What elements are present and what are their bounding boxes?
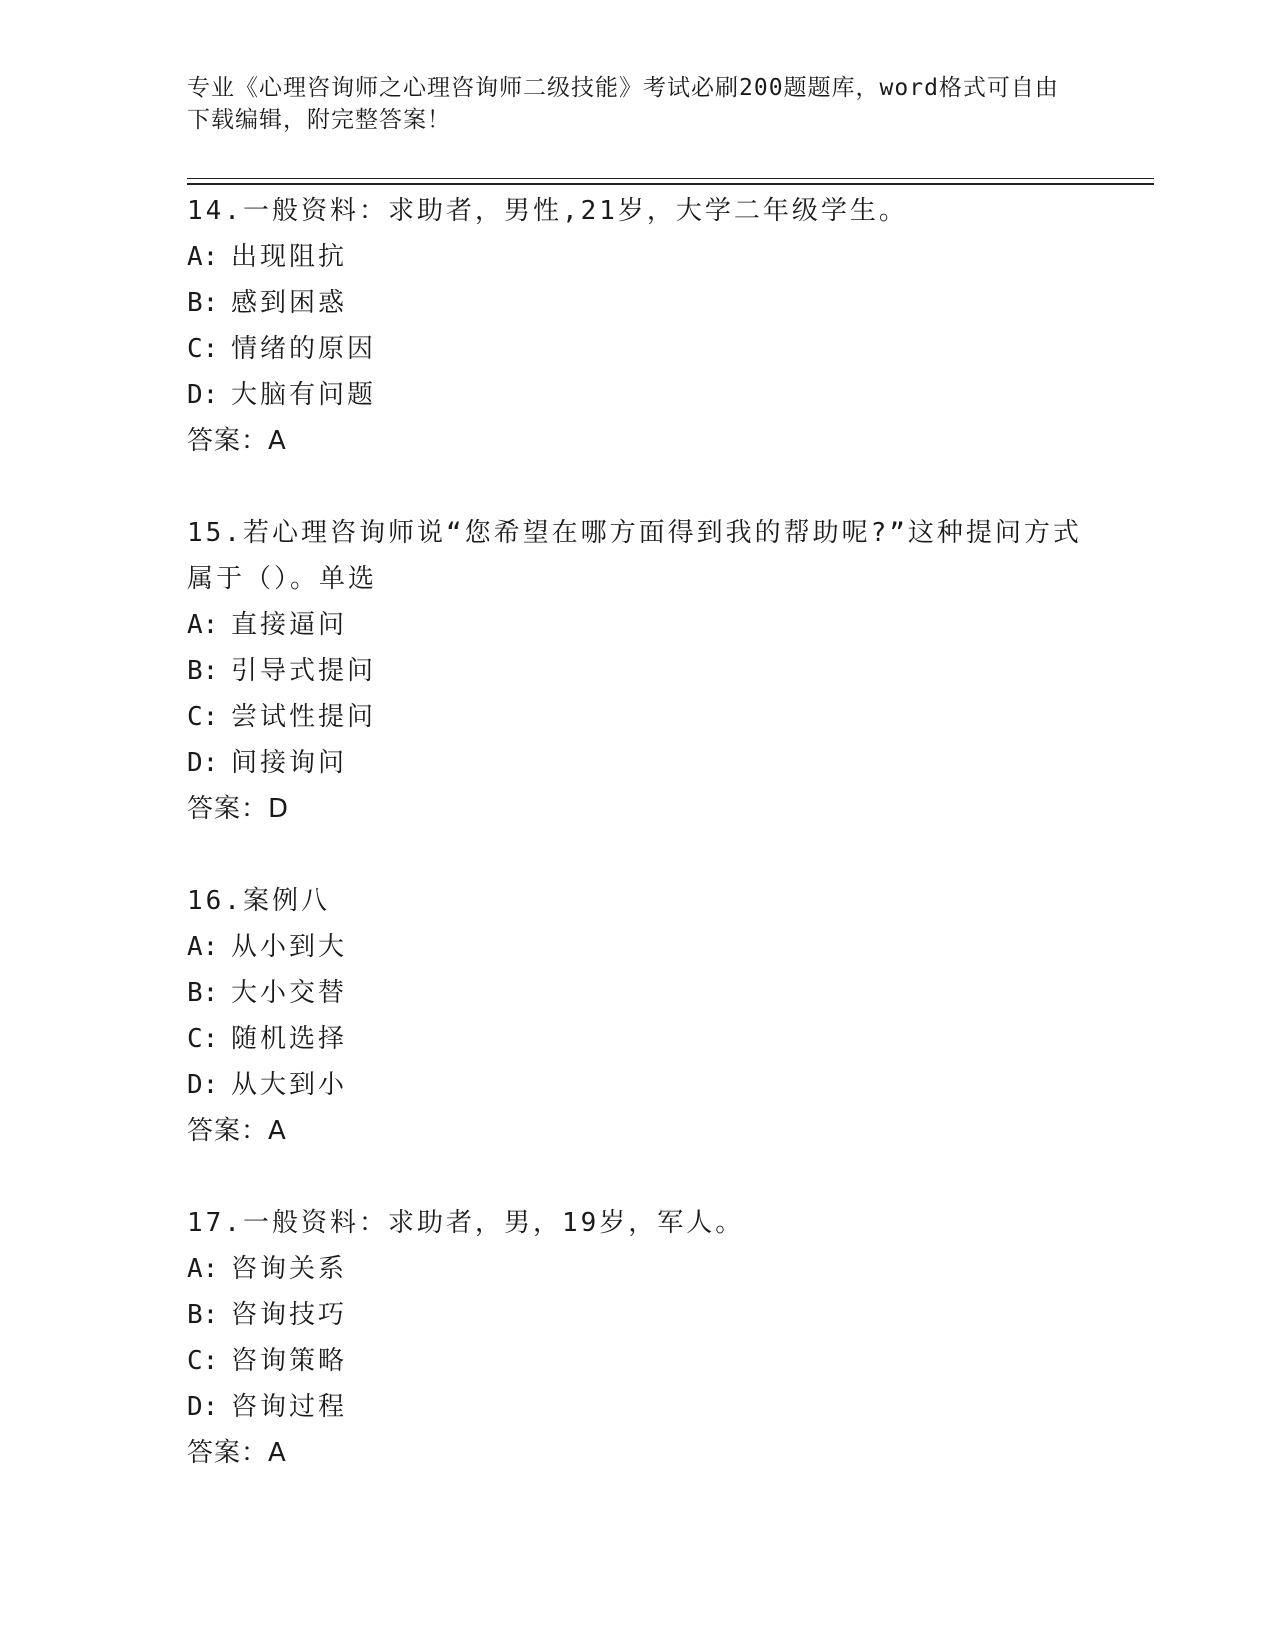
option-d: [187, 740, 1087, 786]
header-divider-bottom: [187, 183, 1154, 185]
option-a: [187, 234, 1087, 280]
option-letter: B:: [187, 288, 219, 318]
option-b: [187, 280, 1087, 326]
answer-line: 答案：A: [187, 1438, 287, 1468]
option-letter: D:: [187, 748, 219, 778]
option-letter: C:: [187, 334, 219, 364]
option-text: 感到困惑: [231, 288, 348, 318]
option-b: [187, 1292, 1087, 1338]
option-letter: C:: [187, 702, 219, 732]
option-letter: A:: [187, 610, 219, 640]
question-stem: 17.一般资料：求助者，男，19岁，军人。: [187, 1208, 745, 1238]
option-text: 间接询问: [231, 748, 348, 778]
document-header: [187, 72, 1067, 136]
option-text: 从小到大: [231, 932, 348, 962]
option-letter: C:: [187, 1346, 219, 1376]
answer-line: 答案：D: [187, 794, 290, 824]
question-15: [187, 510, 1087, 832]
option-letter: B:: [187, 656, 219, 686]
option-letter: C:: [187, 1024, 219, 1054]
option-text: 直接逼问: [231, 610, 348, 640]
question-14: [187, 188, 1087, 464]
option-b: [187, 970, 1087, 1016]
option-letter: D:: [187, 380, 219, 410]
option-text: 随机选择: [231, 1024, 348, 1054]
option-c: [187, 1338, 1087, 1384]
option-c: [187, 694, 1087, 740]
answer-line: 答案：A: [187, 1116, 287, 1146]
option-text: 咨询技巧: [231, 1300, 348, 1330]
option-text: 咨询关系: [231, 1254, 348, 1284]
option-letter: D:: [187, 1070, 219, 1100]
option-text: 情绪的原因: [231, 334, 377, 364]
header-divider-top: [187, 178, 1154, 179]
option-c: [187, 1016, 1087, 1062]
header-text: 专业《心理咨询师之心理咨询师二级技能》考试必刷200题题库，word格式可自由下载编辑，附完整答案！: [187, 75, 1059, 133]
answer-line: 答案：A: [187, 426, 287, 456]
option-letter: A:: [187, 1254, 219, 1284]
option-text: 咨询过程: [231, 1392, 348, 1422]
option-a: [187, 924, 1087, 970]
option-text: 尝试性提问: [231, 702, 377, 732]
question-16: [187, 878, 1087, 1154]
option-a: [187, 1246, 1087, 1292]
question-list: [187, 188, 1087, 1522]
option-c: [187, 326, 1087, 372]
option-d: [187, 1384, 1087, 1430]
option-letter: B:: [187, 1300, 219, 1330]
option-letter: A:: [187, 242, 219, 272]
option-text: 出现阻抗: [231, 242, 348, 272]
option-text: 大脑有问题: [231, 380, 377, 410]
option-text: 大小交替: [231, 978, 348, 1008]
option-a: [187, 602, 1087, 648]
question-stem: 15.若心理咨询师说“您希望在哪方面得到我的帮助呢?”这种提问方式属于（）。单选: [187, 518, 1082, 594]
option-letter: D:: [187, 1392, 219, 1422]
option-letter: A:: [187, 932, 219, 962]
option-text: 咨询策略: [231, 1346, 348, 1376]
option-d: [187, 372, 1087, 418]
option-b: [187, 648, 1087, 694]
option-d: [187, 1062, 1087, 1108]
option-text: 从大到小: [231, 1070, 348, 1100]
question-stem: 14.一般资料：求助者，男性,21岁，大学二年级学生。: [187, 196, 908, 226]
option-letter: B:: [187, 978, 219, 1008]
question-stem: 16.案例八: [187, 886, 330, 916]
question-17: [187, 1200, 1087, 1476]
option-text: 引导式提问: [231, 656, 377, 686]
